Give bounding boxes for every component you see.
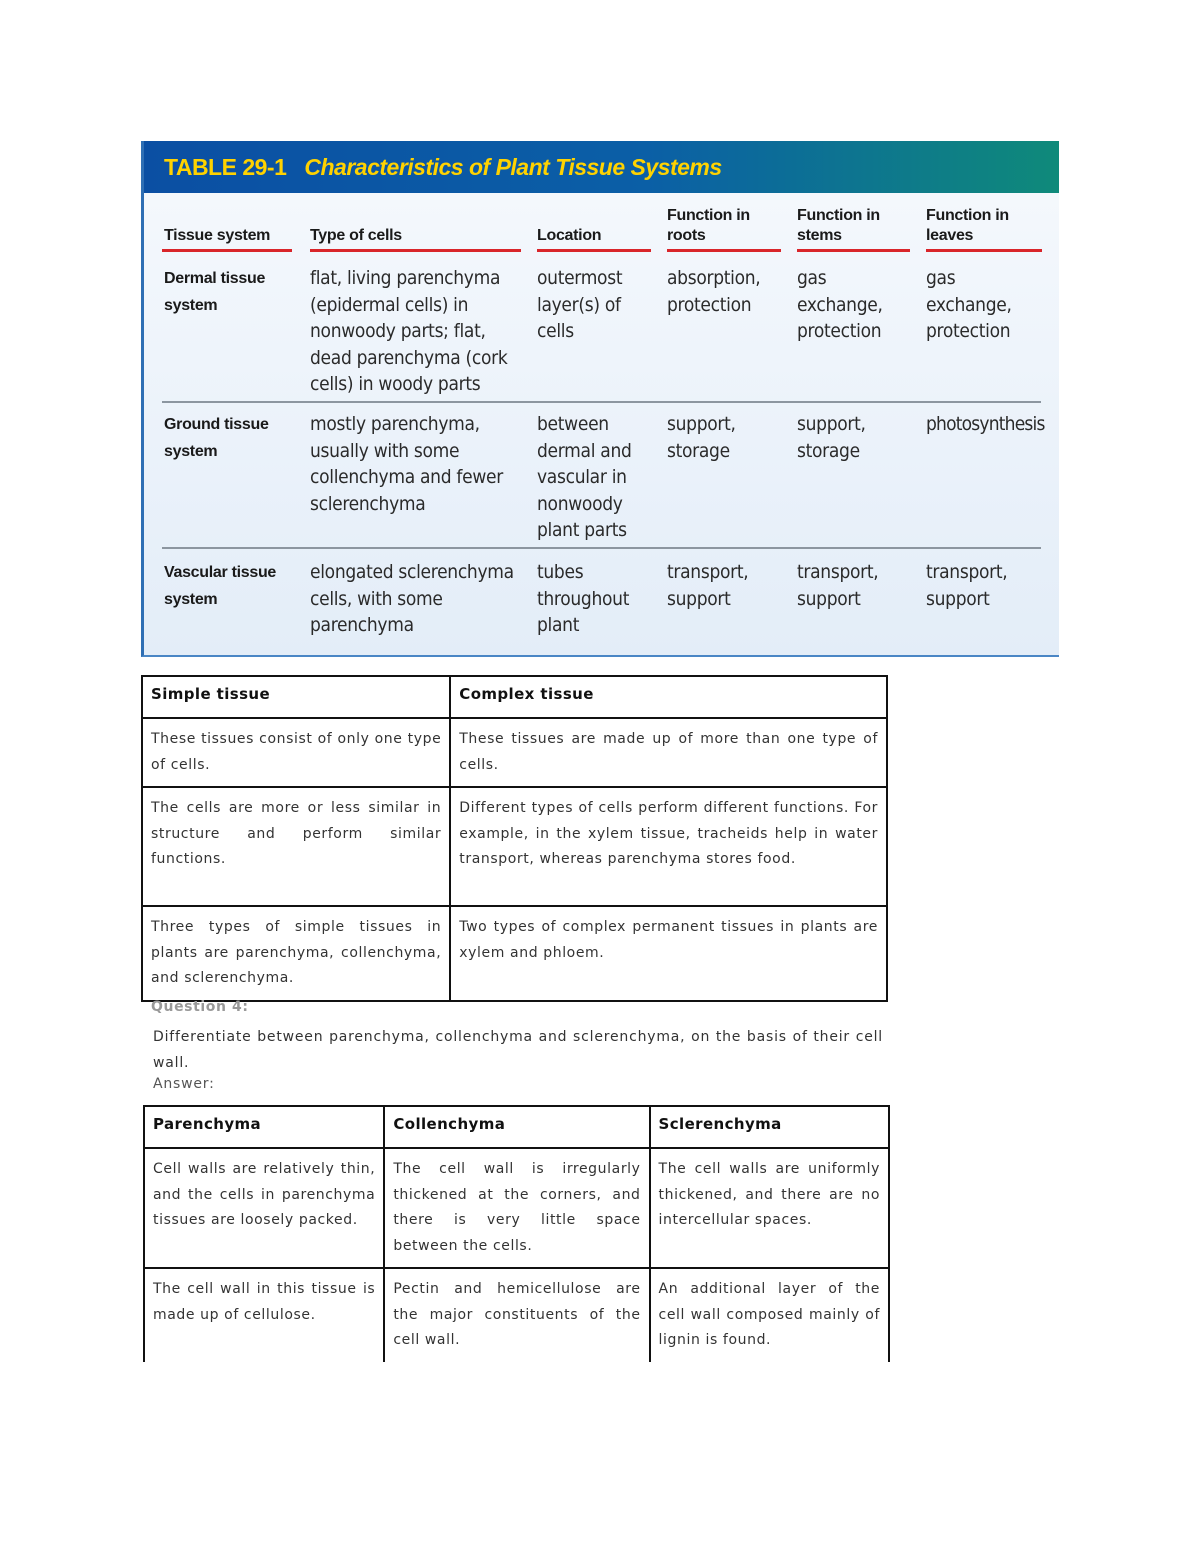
header-function-roots: Function in roots <box>667 207 750 244</box>
cell-wall-table <box>143 1105 890 1362</box>
row-vascular-system: Vascular tissue system <box>164 564 277 608</box>
header-type-of-cells: Type of cells <box>310 227 402 244</box>
table-cell: An additional layer of the cell wall composed mainly of lignin is found. <box>650 1268 889 1362</box>
table-cell: The cells are more or less similar in structure and perform similar functions. <box>142 787 450 906</box>
header-sclerenchyma: Sclerenchyma <box>650 1106 889 1148</box>
table-cell: Different types of cells perform different functions. For example, in the xylem tissue, tracheids help in water transport, whereas parenchyma stores food. <box>450 787 887 906</box>
table-title: Characteristics of Plant Tissue Systems <box>304 153 722 180</box>
row-ground-stems: support, storage <box>797 413 866 462</box>
header-underline <box>537 249 651 252</box>
table-cell: Cell walls are relatively thin, and the cells in parenchyma tissues are loosely packed. <box>144 1148 384 1268</box>
row-dermal-location: outermost layer(s) of cells <box>537 267 623 342</box>
header-underline <box>667 249 781 252</box>
row-ground-leaves: photosynthesis <box>926 413 1045 435</box>
header-collenchyma: Collenchyma <box>384 1106 649 1148</box>
table-cell: These tissues consist of only one type of cells. <box>142 718 450 787</box>
header-function-leaves: Function in leaves <box>926 207 1009 244</box>
header-function-stems: Function in stems <box>797 207 880 244</box>
question-label: Question 4: <box>151 999 249 1015</box>
table-29-1 <box>141 141 1059 657</box>
row-ground-cells: mostly parenchyma, usually with some collenchyma and fewer sclerenchyma <box>310 413 503 515</box>
table-banner <box>144 141 1059 193</box>
header-underline <box>926 249 1042 252</box>
table-number: TABLE 29-1 <box>164 153 287 180</box>
header-underline <box>797 249 910 252</box>
header-parenchyma: Parenchyma <box>144 1106 384 1148</box>
row-vascular-stems: transport, support <box>797 561 879 610</box>
row-ground-roots: support, storage <box>667 413 736 462</box>
table-cell: The cell wall in this tissue is made up of cellulose. <box>144 1268 384 1362</box>
table-cell: The cell wall is irregularly thickened at the corners, and there is very little space between the cells. <box>384 1148 649 1268</box>
table-cell: Three types of simple tissues in plants are parenchyma, collenchyma, and sclerenchyma. <box>142 906 450 1001</box>
row-ground-system: Ground tissue system <box>164 416 269 460</box>
table-cell: The cell walls are uniformly thickened, and there are no intercellular spaces. <box>650 1148 889 1268</box>
header-location: Location <box>537 227 602 244</box>
row-vascular-leaves: transport, support <box>926 561 1008 610</box>
row-dermal-leaves: gas exchange, protection <box>926 267 1012 342</box>
row-ground-location: between dermal and vascular in nonwoody plant parts <box>537 413 632 541</box>
table-cell: Pectin and hemicellulose are the major constituents of the cell wall. <box>384 1268 649 1362</box>
question-text: Differentiate between parenchyma, collenchyma and sclerenchyma, on the basis of their cell wall. <box>153 1029 883 1071</box>
simple-complex-table <box>141 675 888 1002</box>
row-dermal-stems: gas exchange, protection <box>797 267 883 342</box>
header-tissue-system: Tissue system <box>164 227 271 244</box>
row-vascular-cells: elongated sclerenchyma cells, with some parenchyma <box>310 561 514 636</box>
row-separator <box>162 547 1041 549</box>
row-vascular-roots: transport, support <box>667 561 749 610</box>
table-cell: These tissues are made up of more than one type of cells. <box>450 718 887 787</box>
header-underline <box>162 249 292 252</box>
header-complex-tissue: Complex tissue <box>450 676 887 718</box>
answer-label: Answer: <box>153 1076 215 1092</box>
row-vascular-location: tubes throughout plant <box>537 561 630 636</box>
header-underline <box>310 249 521 252</box>
table-cell: Two types of complex permanent tissues in plants are xylem and phloem. <box>450 906 887 1001</box>
row-separator <box>162 401 1041 403</box>
row-dermal-system: Dermal tissue system <box>164 270 266 314</box>
row-dermal-cells: flat, living parenchyma (epidermal cells) in nonwoody parts; flat, dead parenchyma (cork cells) in woody parts <box>310 267 508 395</box>
header-simple-tissue: Simple tissue <box>142 676 450 718</box>
row-dermal-roots: absorption, protection <box>667 267 761 316</box>
